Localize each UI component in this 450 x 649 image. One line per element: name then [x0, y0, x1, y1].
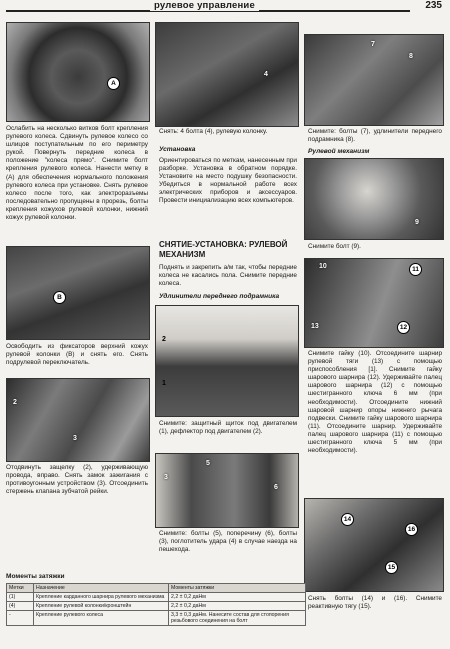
table-row: [7, 611, 306, 626]
label-5: 5: [206, 460, 210, 467]
torque-cell: (4): [7, 602, 34, 611]
col2-install-heading: Установка: [159, 146, 196, 153]
photo-column-bolts: [155, 22, 299, 127]
col2-bolts-text: Снимите: болты (5), поперечину (6), болты (3), поглотитель удара (4) в случае наезда на пешехода.: [159, 530, 297, 554]
photo-ignition-lock: [6, 378, 150, 462]
col1-paragraph-1: Ослабить на несколько витков болт крепления рулевого колеса. Сдвинуть рулевое колесо со шлицов поступательным по его периметру рукой. Повернуть передние колеса в положение "колеса прямо". Снимите болт крепления рулевого колеса. Нанести метку в (А) для обеспечения нормального положения рулевого колеса при установке. Снять рулевое колесо после того, как электроразъемы последовательно пропущены в прорезь, болты крепления кожухов рулевой колонки, нижний кожух рулевой колонки.: [6, 125, 148, 222]
col3-last-caption: Снять болты (14) и (16). Снимите реактивную тягу (15).: [308, 595, 442, 611]
col2-extensions-heading: Удлинители переднего подрамника: [159, 293, 280, 300]
photo-tie-rod: [304, 258, 444, 348]
col2-shield-text: Снимите: защитный щиток под двигателем (1), дефлектор под двигателем (2).: [159, 420, 297, 436]
label-10: 10: [319, 263, 327, 270]
col1-paragraph-3: Отодвинуть защелку (2), удерживающую провода, вправо. Снять замок зажигания с противоугонным устройством (3). Отсоединить стержень клапана зубчатой рейки.: [6, 464, 148, 496]
label-13: 13: [311, 323, 319, 330]
label-6: 6: [274, 484, 278, 491]
col2-caption-1: Снять: 4 болта (4), рулевую колонку.: [159, 128, 268, 135]
torque-header-purpose: Назначение: [34, 584, 169, 593]
page-header: [0, 0, 450, 14]
label-b: B: [53, 291, 66, 304]
torque-cell: (1): [7, 593, 34, 602]
torque-cell: Крепление рулевого колеса: [34, 611, 169, 626]
table-row: [7, 602, 306, 611]
col3-steering-heading: Рулевой механизм: [308, 148, 370, 155]
photo-crossmember: [155, 453, 299, 528]
label-12: 12: [397, 321, 410, 334]
label-1: 1: [162, 380, 166, 387]
photo-bolt-9: [304, 158, 444, 240]
label-14: 14: [341, 513, 354, 526]
label-a: A: [107, 77, 120, 90]
label-9: 9: [415, 219, 419, 226]
label-7: 7: [371, 41, 375, 48]
photo-column-cover: [6, 246, 150, 340]
label-2b: 2: [162, 336, 166, 343]
photo-engine-shield: [155, 305, 299, 417]
label-2: 2: [13, 399, 17, 406]
torque-header-marks: Метки: [7, 584, 34, 593]
label-3b: 3: [164, 474, 168, 481]
torque-cell: Крепление карданного шарнира рулевого механизма: [34, 593, 169, 602]
col3-bolt9-caption: Снимите болт (9).: [308, 243, 361, 250]
col3-nut-text: Снимите гайку (10). Отсоедините шарнир рулевой тяги (13) с помощью приспособления [1]. Снимите гайку шарового шарнира (12). Удерживайте палец шарового шарнира (12) с помощью шестигранного ключа 6 мм (при необходимости). Отсоедините нижний шаровой шарнир опоры нижнего рычага подвески. Снимите гайку шарового шарнира (11). Отсоедините шарнир. Удерживайте палец шарового шарнира (11) с помощью шестигранного ключа 5 мм (при необходимости).: [308, 350, 442, 455]
photo-steering-wheel: [6, 22, 150, 122]
torque-header-row: [7, 584, 306, 593]
col2-install-text: Ориентироваться по меткам, нанесенным при разборке. Установка в обратном порядке. Установите на место подушку безопасности. Убедиться в нормальной работе всех электрических приборов и аксессуаров. Провести инициализацию всех компьютеров.: [159, 157, 297, 205]
torque-cell: 2,2 ± 0,2 даНм: [169, 602, 306, 611]
label-3: 3: [73, 435, 77, 442]
label-4: 4: [264, 71, 268, 78]
table-row: [7, 593, 306, 602]
torque-cell: Крепление рулевой колонки/кронштейн: [34, 602, 169, 611]
col1-paragraph-2: Освободить из фиксаторов верхний кожух рулевой колонки (В) и снять его. Снять подрулевой переключатель.: [6, 343, 148, 367]
label-11: 11: [409, 263, 422, 276]
page-number: 235: [425, 0, 442, 11]
torque-table: [6, 583, 306, 626]
torque-title: Моменты затяжки: [6, 573, 65, 580]
page-title: рулевое управление: [150, 0, 259, 11]
photo-subframe-extensions: [304, 34, 444, 126]
label-15: 15: [385, 561, 398, 574]
torque-cell: -: [7, 611, 34, 626]
section-title-steering-rack: СНЯТИЕ-УСТАНОВКА: РУЛЕВОЙ МЕХАНИЗМ: [159, 240, 288, 259]
torque-header-torque: Моменты затяжки: [169, 584, 306, 593]
torque-cell: 3,3 ± 0,3 даНм. Нанесите состав для стопорения резьбового соединения на болт: [169, 611, 306, 626]
col2-lift-text: Поднять и закрепить а/м так, чтобы передние колеса не касались пола. Снимите передние колеса.: [159, 264, 297, 288]
label-8: 8: [409, 53, 413, 60]
torque-table-block: [6, 573, 306, 626]
col3-caption-1: Снимите: болты (7), удлинители переднего подрамника (8).: [308, 128, 442, 144]
label-16: 16: [405, 523, 418, 536]
photo-reaction-rod: [304, 498, 444, 592]
torque-cell: 2,2 ± 0,2 даНм: [169, 593, 306, 602]
